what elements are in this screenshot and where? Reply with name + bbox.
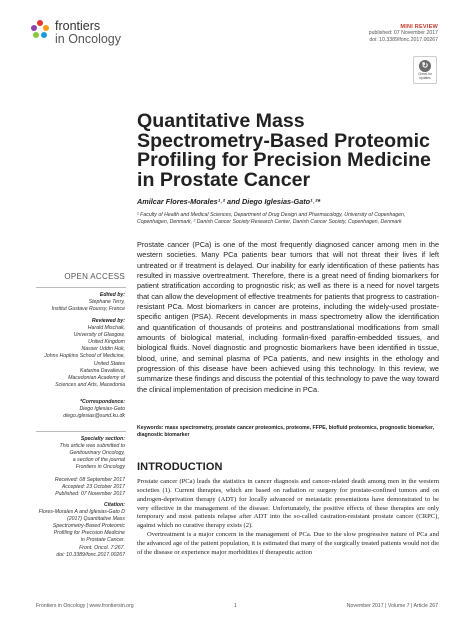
citation-line: Front. Oncol. 7:267.: [79, 544, 125, 551]
citation-label: Citation:: [103, 502, 125, 508]
citation-line: (2017) Quantitative Mass: [67, 516, 125, 523]
reviewed-by-block: [44, 318, 125, 389]
specialty-section-block: [60, 436, 125, 471]
reviewer-line: Sciences and Arts, Macedonia: [55, 381, 125, 388]
keywords-text: mass spectrometry, prostate cancer proteomics, proteome, FFPE, biofluid proteomics, prognostic biomarker, diagnostic biomarker: [137, 425, 435, 438]
sidebar-divider: [36, 431, 126, 432]
section-heading-introduction: INTRODUCTION: [137, 461, 223, 473]
introduction-body: [137, 478, 439, 558]
reviewed-by-label: Reviewed by:: [91, 318, 125, 324]
keywords-label: Keywords:: [137, 425, 164, 431]
edited-by-block: [52, 292, 125, 313]
article-meta: [369, 24, 438, 43]
logo-text-frontiers: frontiers: [55, 19, 101, 33]
specialty-line: a section of the journal: [72, 457, 125, 464]
specialty-line: Frontiers in Oncology: [75, 464, 125, 471]
check-updates-label: Check for updates: [418, 71, 432, 80]
doi[interactable]: doi: 10.3389/fonc.2017.00267: [369, 36, 438, 43]
specialty-label: Specialty section:: [80, 436, 125, 442]
footer-page-number: 1: [234, 603, 237, 609]
check-for-updates-button[interactable]: [413, 56, 437, 84]
correspondence-email[interactable]: diego.iglesias@sund.ku.dk: [63, 413, 125, 420]
published-date-sidebar: Published: 07 November 2017: [55, 491, 125, 498]
published-date: published: 07 November 2017: [368, 30, 438, 37]
intro-paragraph-2: Overtreatment is a major concern in the management of PCa. Due to the slow progressive nature of PCa and the advanced age of the patient population, it is estimated that many of the surgically treated patients would not die of the disease or experience major morbidities if therapeutic action: [137, 531, 439, 556]
footer-issue-info: November 2017 | Volume 7 | Article 267: [346, 603, 438, 609]
keywords: [137, 425, 439, 438]
editor-line: Institut Gustave Roussy, France: [51, 306, 125, 313]
received-date: Received: 08 September 2017: [54, 477, 125, 483]
reviewer-line: Macedonian Academy of: [68, 374, 125, 381]
article-title: Quantitative Mass Spectrometry-Based Proteomic Profiling for Precision Medicine in Prostate Cancer: [137, 110, 431, 191]
article-type: MINI REVIEW: [400, 24, 438, 30]
specialty-line: This article was submitted to: [59, 443, 125, 450]
logo-text-journal: in Oncology: [55, 32, 122, 46]
specialty-line: Genitourinary Oncology,: [69, 450, 125, 457]
citation-line: Spectrometry-Based Proteomic: [52, 523, 125, 530]
author-list[interactable]: Amilcar Flores-Morales¹˒² and Diego Iglesias-Gato¹˒²*: [137, 197, 321, 206]
citation-doi[interactable]: doi: 10.3389/fonc.2017.00267: [56, 551, 125, 558]
reviewer-line: Harald Mischak,: [87, 325, 125, 332]
refresh-icon: ↻: [419, 60, 431, 72]
footer-journal-site[interactable]: Frontiers in Oncology | www.frontiersin.org: [36, 603, 134, 609]
citation-block: [39, 502, 125, 559]
reviewer-line: United Kingdom: [88, 339, 125, 346]
reviewer-line: Katarina Davalieva,: [80, 367, 125, 374]
sidebar-divider: [36, 287, 126, 288]
citation-line: Flores-Morales A and Iglesias-Gato D: [38, 509, 125, 516]
dates-block: [55, 477, 125, 498]
reviewer-line: United States: [93, 360, 125, 367]
journal-logo[interactable]: [29, 20, 121, 46]
reviewer-line: Nasser Uddin Hok,: [81, 346, 125, 353]
citation-line: in Prostate Cancer.: [80, 537, 125, 544]
citation-line: Profiling for Precision Medicine: [53, 530, 125, 537]
editor-line: Stephane Terry,: [88, 299, 125, 306]
intro-paragraph-1: Prostate cancer (PCa) leads the statistics in cancer diagnosis and cancer-related death among men in the western societies (1). Current therapies, which are based on radiation or surgery for prostate-confined tumors and on androgen-deprivation therapy (ADT) for locally advanced or metastatic presentations have demonstrated to be very effective in the management of the disease. Unfortunately, the positive effects of these therapies are only temporary and most patients relapse after ADT into the so-called castration-resistant prostate cancer (CRPC), against which no curative therapy exists (2).: [137, 478, 439, 530]
affiliations: ¹ Faculty of Health and Medical Sciences, Department of Drug Design and Pharmacology, University of Copenhagen, Copenhagen, Denmark, ² Danish Cancer Society Research Center, Danish Cancer Society, Copenhagen, Denmark: [137, 212, 406, 226]
frontiers-logo-icon: [29, 20, 51, 42]
open-access-label: OPEN ACCESS: [64, 272, 125, 281]
correspondence-block: [63, 399, 125, 420]
correspondence-name: Diego Iglesias-Gato: [79, 406, 125, 413]
edited-by-label: Edited by:: [99, 292, 125, 298]
reviewer-line: Johns Hopkins School of Medicine,: [44, 353, 125, 360]
accepted-date: Accepted: 23 October 2017: [61, 484, 125, 491]
reviewer-line: University of Glasgow,: [73, 332, 125, 339]
abstract: Prostate cancer (PCa) is one of the most frequently diagnosed cancer among men in the western societies. Many PCa patients bear tumors that will not threat their lives if left untreated or if treatment is delayed. Our inability for early identification of these patients has resulted in massive overtreatment. Therefore, there is a great need of finding biomarkers for patient stratification according to prognostic risk; as well as there is a need for novel targets that can allow the development of effective treatments for patients that progress to castration-resistant PCa. Most biomarkers in cancer are proteins, including the widely-used prostate-specific antigen (PSA). Recent developments in mass spectrometry allow the identification and quantification of thousands of proteins and posttranslational modifications from small amounts of biological material, including formalin-fixed paraffin-embedded tissues, and biological fluids. Novel diagnostic and prognostic biomarkers have been identified in tissue, blood, urine, and seminal plasma of PCa patients, and new insights in the ethology and progression of this disease have been achieved using this technology. In this review, we summarize these findings and discuss the potential of this technology to pave the way toward the clinical implementation of precision medicine in PCa.: [137, 240, 439, 394]
correspondence-label: *Correspondence:: [80, 399, 125, 405]
